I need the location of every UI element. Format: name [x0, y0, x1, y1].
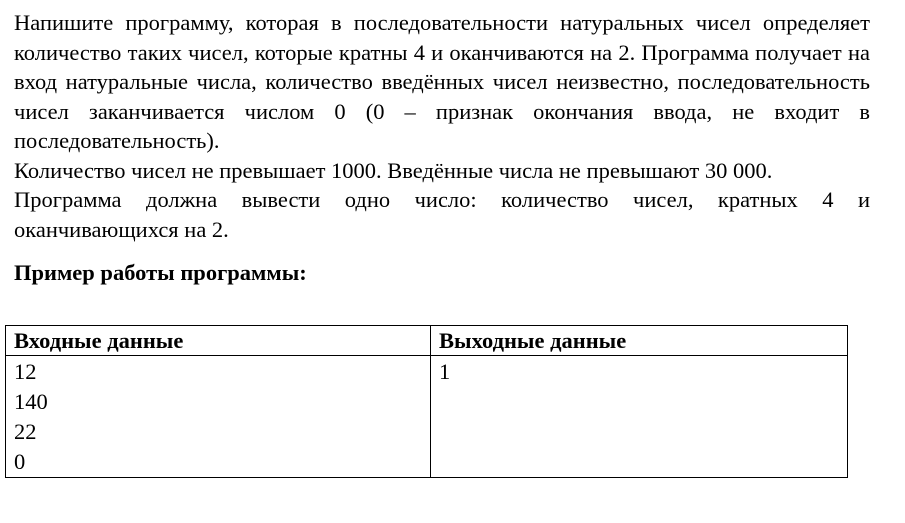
task-document [14, 8, 870, 287]
input-line: 12 [14, 359, 37, 384]
example-table [5, 325, 848, 478]
output-column-header: Выходные данные [431, 326, 848, 356]
task-paragraph-3: Программа должна вывести одно число: количество чисел, кратных 4 и оканчивающихся на 2. [14, 187, 870, 242]
output-line: 1 [439, 359, 451, 384]
table-header-row [6, 326, 848, 356]
table-row [6, 356, 848, 478]
output-data-cell [431, 356, 848, 478]
task-paragraph-1: Напишите программу, которая в последовательности натуральных чисел определяет количество таких чисел, которые кратны 4 и оканчиваются на 2. Программа получает на вход натуральные числа, количество введённых чисел неизвестно, последовательность чисел заканчивается числом 0 (0 – признак окончания ввода, не входит в последовательность). [14, 10, 870, 153]
task-paragraph-2: Количество чисел не превышает 1000. Введённые числа не превышают 30 000. [14, 157, 773, 183]
input-line: 140 [14, 389, 48, 414]
input-line: 22 [14, 419, 37, 444]
example-heading: Пример работы программы: [14, 260, 307, 285]
input-line: 0 [14, 449, 26, 474]
input-column-header: Входные данные [6, 326, 431, 356]
input-data-cell [6, 356, 431, 478]
